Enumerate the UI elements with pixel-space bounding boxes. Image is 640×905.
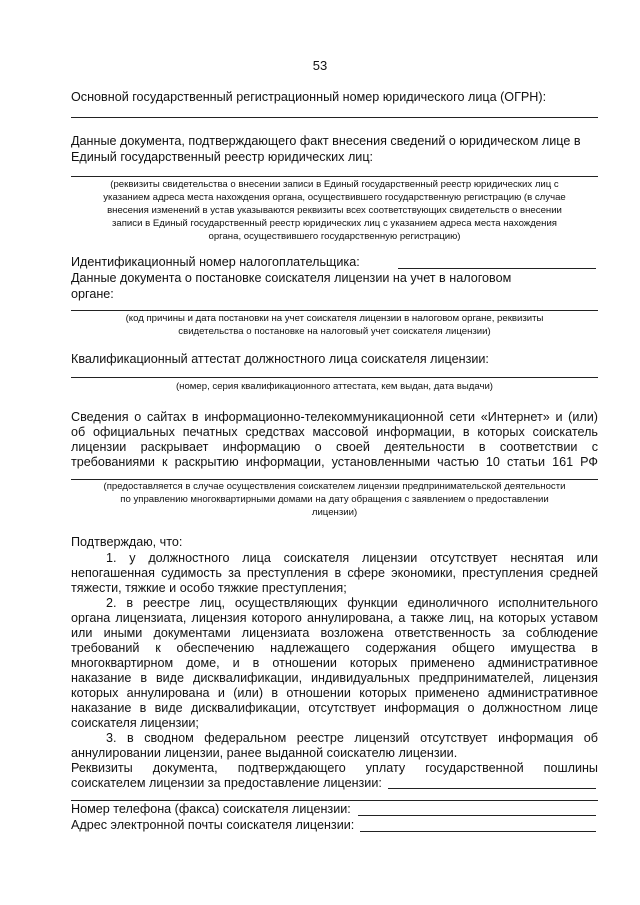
item2-line-2: органа лицензиата, лицензия которого аннулирована, а также лиц, на которых уставом	[71, 611, 598, 625]
egrul-fill-line	[71, 176, 598, 177]
inn-fill-line	[398, 268, 596, 269]
ogrn-fill-line	[71, 117, 598, 118]
tax-note-line-2: свидетельства о постановке на налоговый учет соискателя лицензии)	[178, 326, 491, 337]
qual-note: (номер, серия квалификационного аттестата, кем выдан, дата выдачи)	[175, 381, 494, 392]
tax-fill-line	[71, 310, 598, 311]
phone-label: Номер телефона (факса) соискателя лицензии:	[71, 802, 351, 816]
sites-note-line-1: (предоставляется в случае осуществления соискателем лицензии предпринимательской деятельности	[103, 481, 566, 492]
item2-line-6: наказание в виде дисквалификации, индивидуальных предпринимателей, лицензия	[71, 671, 598, 685]
sites-text-line-2: об официальных печатных средствах массовой информации, в которых соискатель	[71, 425, 598, 439]
item2-line-3: или иными документами лицензиата возложена ответственность за соблюдение	[71, 626, 598, 640]
egrul-note-line-2: указанием адреса места нахождения органа, осуществившего государственную регистрацию (в случае	[103, 192, 566, 203]
egrul-label-line-1: Данные документа, подтверждающего факт внесения сведений о юридическом лице в	[71, 134, 581, 148]
tax-label-line-1: Данные документа о постановке соискателя лицензии на учет в налоговом	[71, 271, 512, 285]
email-label: Адрес электронной почты соискателя лицензии:	[71, 818, 355, 832]
sites-note-line-3: лицензии)	[311, 507, 358, 518]
item1-line-2: непогашенная судимость за преступления в сфере экономики, преступления средней	[71, 566, 598, 580]
egrul-label-line-2: Единый государственный реестр юридических лиц:	[71, 150, 374, 164]
item2-line-9: соискателя лицензии;	[71, 716, 199, 730]
egrul-note-line-4: записи в Единый государственный реестр юридических лиц с указанием адреса места нахождения	[111, 218, 557, 229]
sites-text-line-1: Сведения о сайтах в информационно-телекоммуникационной сети «Интернет» и (или)	[71, 410, 598, 424]
item2-line-1: 2. в реестре лиц, осуществляющих функции единоличного исполнительного	[106, 596, 598, 610]
item3-line-2: аннулировании лицензии, ранее выданной соискателю лицензии.	[71, 746, 458, 760]
item2-line-7: которых аннулирована и (или) в отношении которых применено административное	[71, 686, 598, 700]
sites-text-line-4: требованиями к раскрытию информации, установленными частью 10 статьи 161 РФ	[71, 455, 598, 469]
ogrn-label: Основной государственный регистрационный номер юридического лица (ОГРН):	[71, 90, 547, 104]
item2-line-5: многоквартирном доме, и в отношении которых применено административное	[71, 656, 598, 670]
egrul-note-line-5: органа, осуществившего государственную регистрацию)	[208, 231, 461, 242]
egrul-note-line-3: внесения изменений в устав указываются реквизиты всех соответствующих свидетельств о внесении	[107, 205, 562, 216]
item2-line-4: требований к обеспечению надлежащего содержания общего имущества в	[71, 641, 598, 655]
tax-label-line-2: органе:	[71, 287, 114, 301]
fee-fill-line	[71, 800, 598, 801]
confirm-heading: Подтверждаю, что:	[71, 535, 183, 549]
tax-note-line-1: (код причины и дата постановки на учет соискателя лицензии в налоговом органе, реквизиты	[125, 313, 544, 324]
fee-text-line-2: соискателем лицензии за предоставление лицензии:	[71, 776, 382, 790]
item3-line-1: 3. в сводном федеральном реестре лицензий отсутствует информация об	[106, 731, 598, 745]
fee-text-line-1: Реквизиты документа, подтверждающего уплату государственной пошлины	[71, 761, 598, 775]
inn-label: Идентификационный номер налогоплательщика:	[71, 255, 360, 269]
sites-fill-line	[71, 479, 598, 480]
phone-fill-line	[358, 815, 596, 816]
sites-text-line-3: лицензии раскрывает информацию о своей деятельности в соответствии с	[71, 440, 598, 454]
sites-note-line-2: по управлению многоквартирными домами на дату обращения с заявлением о предоставлении	[120, 494, 549, 505]
item1-line-3: тяжести, тяжкие и особо тяжкие преступления;	[71, 581, 347, 595]
fee-inline-fill-line	[388, 788, 596, 789]
page-number: 53	[312, 58, 328, 73]
email-fill-line	[360, 831, 596, 832]
egrul-note-line-1: (реквизиты свидетельства о внесении записи в Единый государственный реестр юридических лиц с	[110, 179, 559, 190]
qual-fill-line	[71, 377, 598, 378]
item2-line-8: наказание в виде дисквалификации, отсутствует информация о должностном лице	[71, 701, 598, 715]
item1-line-1: 1. у должностного лица соискателя лицензии отсутствует неснятая или	[106, 551, 598, 565]
qual-label: Квалификационный аттестат должностного лица соискателя лицензии:	[71, 352, 489, 366]
